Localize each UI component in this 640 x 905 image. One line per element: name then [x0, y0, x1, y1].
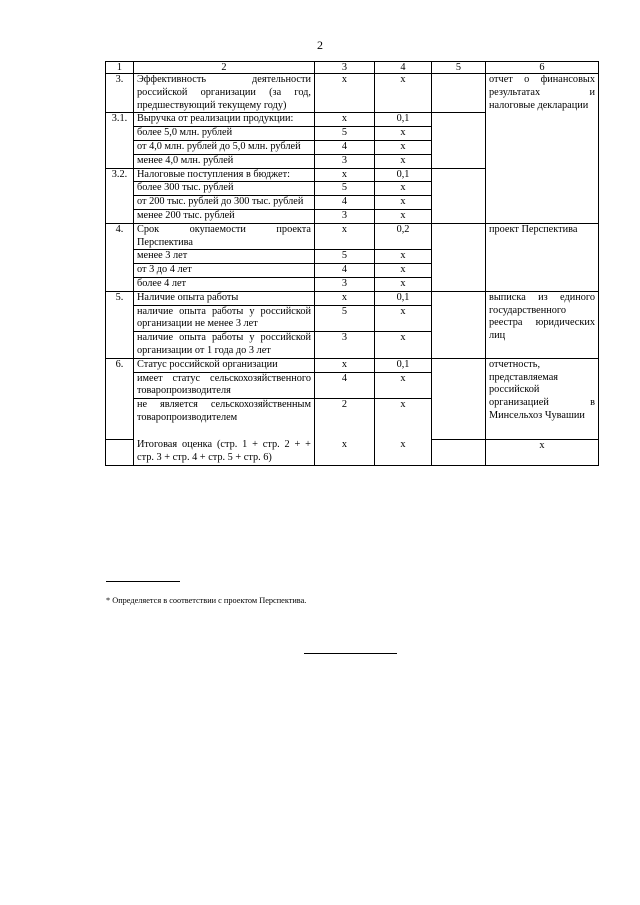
option-weight: x [375, 305, 432, 332]
col-header-4: 4 [375, 62, 432, 74]
row-number: 6. [106, 358, 134, 439]
option-score: 3 [315, 209, 375, 223]
option-label: имеет статус сельскохозяйственного товаропроизводителя [134, 372, 315, 399]
option-weight: x [375, 372, 432, 399]
option-weight: x [375, 277, 432, 291]
cell-col4: 0,1 [375, 113, 432, 127]
criterion-label: Наличие опыта работы [134, 291, 315, 305]
col-header-6: 6 [486, 62, 599, 74]
cell-col3: x [315, 168, 375, 182]
total-col3: x [315, 439, 375, 465]
source-doc-cell: отчет о финансовых результатах и налоговые декларации [486, 74, 599, 224]
option-score: 5 [315, 305, 375, 332]
source-doc-cell: отчетность, представляемая российской организацией в Минсельхоз Чувашии [486, 358, 599, 439]
option-score: 3 [315, 332, 375, 359]
cell-col5 [432, 168, 486, 223]
col-header-1: 1 [106, 62, 134, 74]
source-doc-cell: проект Перспектива [486, 223, 599, 291]
option-label: от 3 до 4 лет [134, 264, 315, 278]
criterion-label: Срок окупаемости проекта Перспектива [134, 223, 315, 250]
option-weight: x [375, 264, 432, 278]
option-label: наличие опыта работы у российской организации не менее 3 лет [134, 305, 315, 332]
criterion-label: Статус российской организации [134, 358, 315, 372]
option-label: от 4,0 млн. рублей до 5,0 млн. рублей [134, 140, 315, 154]
option-label: менее 3 лет [134, 250, 315, 264]
option-weight: x [375, 250, 432, 264]
option-label: более 4 лет [134, 277, 315, 291]
option-weight: x [375, 140, 432, 154]
option-score: 2 [315, 399, 375, 440]
source-doc-cell: выписка из единого государственного реестра юридических лиц [486, 291, 599, 358]
option-score: 5 [315, 127, 375, 141]
col-header-3: 3 [315, 62, 375, 74]
cell-col4: 0,1 [375, 168, 432, 182]
cell-col4: 0,1 [375, 291, 432, 305]
option-weight: x [375, 209, 432, 223]
row-number: 4. [106, 223, 134, 291]
total-row [106, 439, 599, 465]
total-col6: x [486, 439, 599, 465]
cell-col5 [432, 223, 486, 291]
criterion-label: Выручка от реализации продукции: [134, 113, 315, 127]
cell-col5 [432, 291, 486, 358]
option-score: 4 [315, 140, 375, 154]
option-label: наличие опыта работы у российской организации от 1 года до 3 лет [134, 332, 315, 359]
cell-col3: x [315, 223, 375, 250]
option-weight: x [375, 196, 432, 210]
row-number: 3. [106, 74, 134, 113]
cell-col3: x [315, 113, 375, 127]
cell-col4: 0,1 [375, 358, 432, 372]
option-score: 3 [315, 154, 375, 168]
option-weight: x [375, 182, 432, 196]
option-label: более 5,0 млн. рублей [134, 127, 315, 141]
option-score: 4 [315, 264, 375, 278]
total-label: Итоговая оценка (стр. 1 + стр. 2 + + стр. 3 + стр. 4 + стр. 5 + стр. 6) [134, 439, 315, 465]
evaluation-table [105, 61, 599, 466]
option-label: не является сельскохозяйственным товаропроизводителем [134, 399, 315, 440]
cell-col3: x [315, 74, 375, 113]
total-col4: x [375, 439, 432, 465]
table-row [106, 74, 599, 113]
col-header-2: 2 [134, 62, 315, 74]
row-number: 5. [106, 291, 134, 358]
cell-col5 [432, 74, 486, 113]
total-number-cell [106, 439, 134, 465]
option-label: более 300 тыс. рублей [134, 182, 315, 196]
option-weight: x [375, 332, 432, 359]
option-score: 5 [315, 182, 375, 196]
footnote: * Определяется в соответствии с проектом Перспектива. [106, 596, 307, 605]
cell-col3: x [315, 291, 375, 305]
row-number: 3.2. [106, 168, 134, 223]
table-row [106, 223, 599, 250]
col-header-5: 5 [432, 62, 486, 74]
footnote-separator [106, 581, 180, 582]
table-row [106, 358, 599, 372]
row-number: 3.1. [106, 113, 134, 168]
option-score: 4 [315, 372, 375, 399]
option-weight: x [375, 399, 432, 440]
option-label: менее 4,0 млн. рублей [134, 154, 315, 168]
cell-col5 [432, 358, 486, 439]
option-weight: x [375, 154, 432, 168]
page-number: 2 [317, 38, 323, 52]
option-weight: x [375, 127, 432, 141]
option-label: менее 200 тыс. рублей [134, 209, 315, 223]
option-score: 4 [315, 196, 375, 210]
option-score: 3 [315, 277, 375, 291]
option-label: от 200 тыс. рублей до 300 тыс. рублей [134, 196, 315, 210]
column-number-row [106, 62, 599, 74]
criterion-label: Эффективность деятельности российской организации (за год, предшествующий текущему году) [134, 74, 315, 113]
table-row [106, 291, 599, 305]
cell-col3: x [315, 358, 375, 372]
cell-col4: 0,2 [375, 223, 432, 250]
criterion-label: Налоговые поступления в бюджет: [134, 168, 315, 182]
total-col5 [432, 439, 486, 465]
document-end-line [304, 653, 397, 654]
option-score: 5 [315, 250, 375, 264]
cell-col4: x [375, 74, 432, 113]
cell-col5 [432, 113, 486, 168]
